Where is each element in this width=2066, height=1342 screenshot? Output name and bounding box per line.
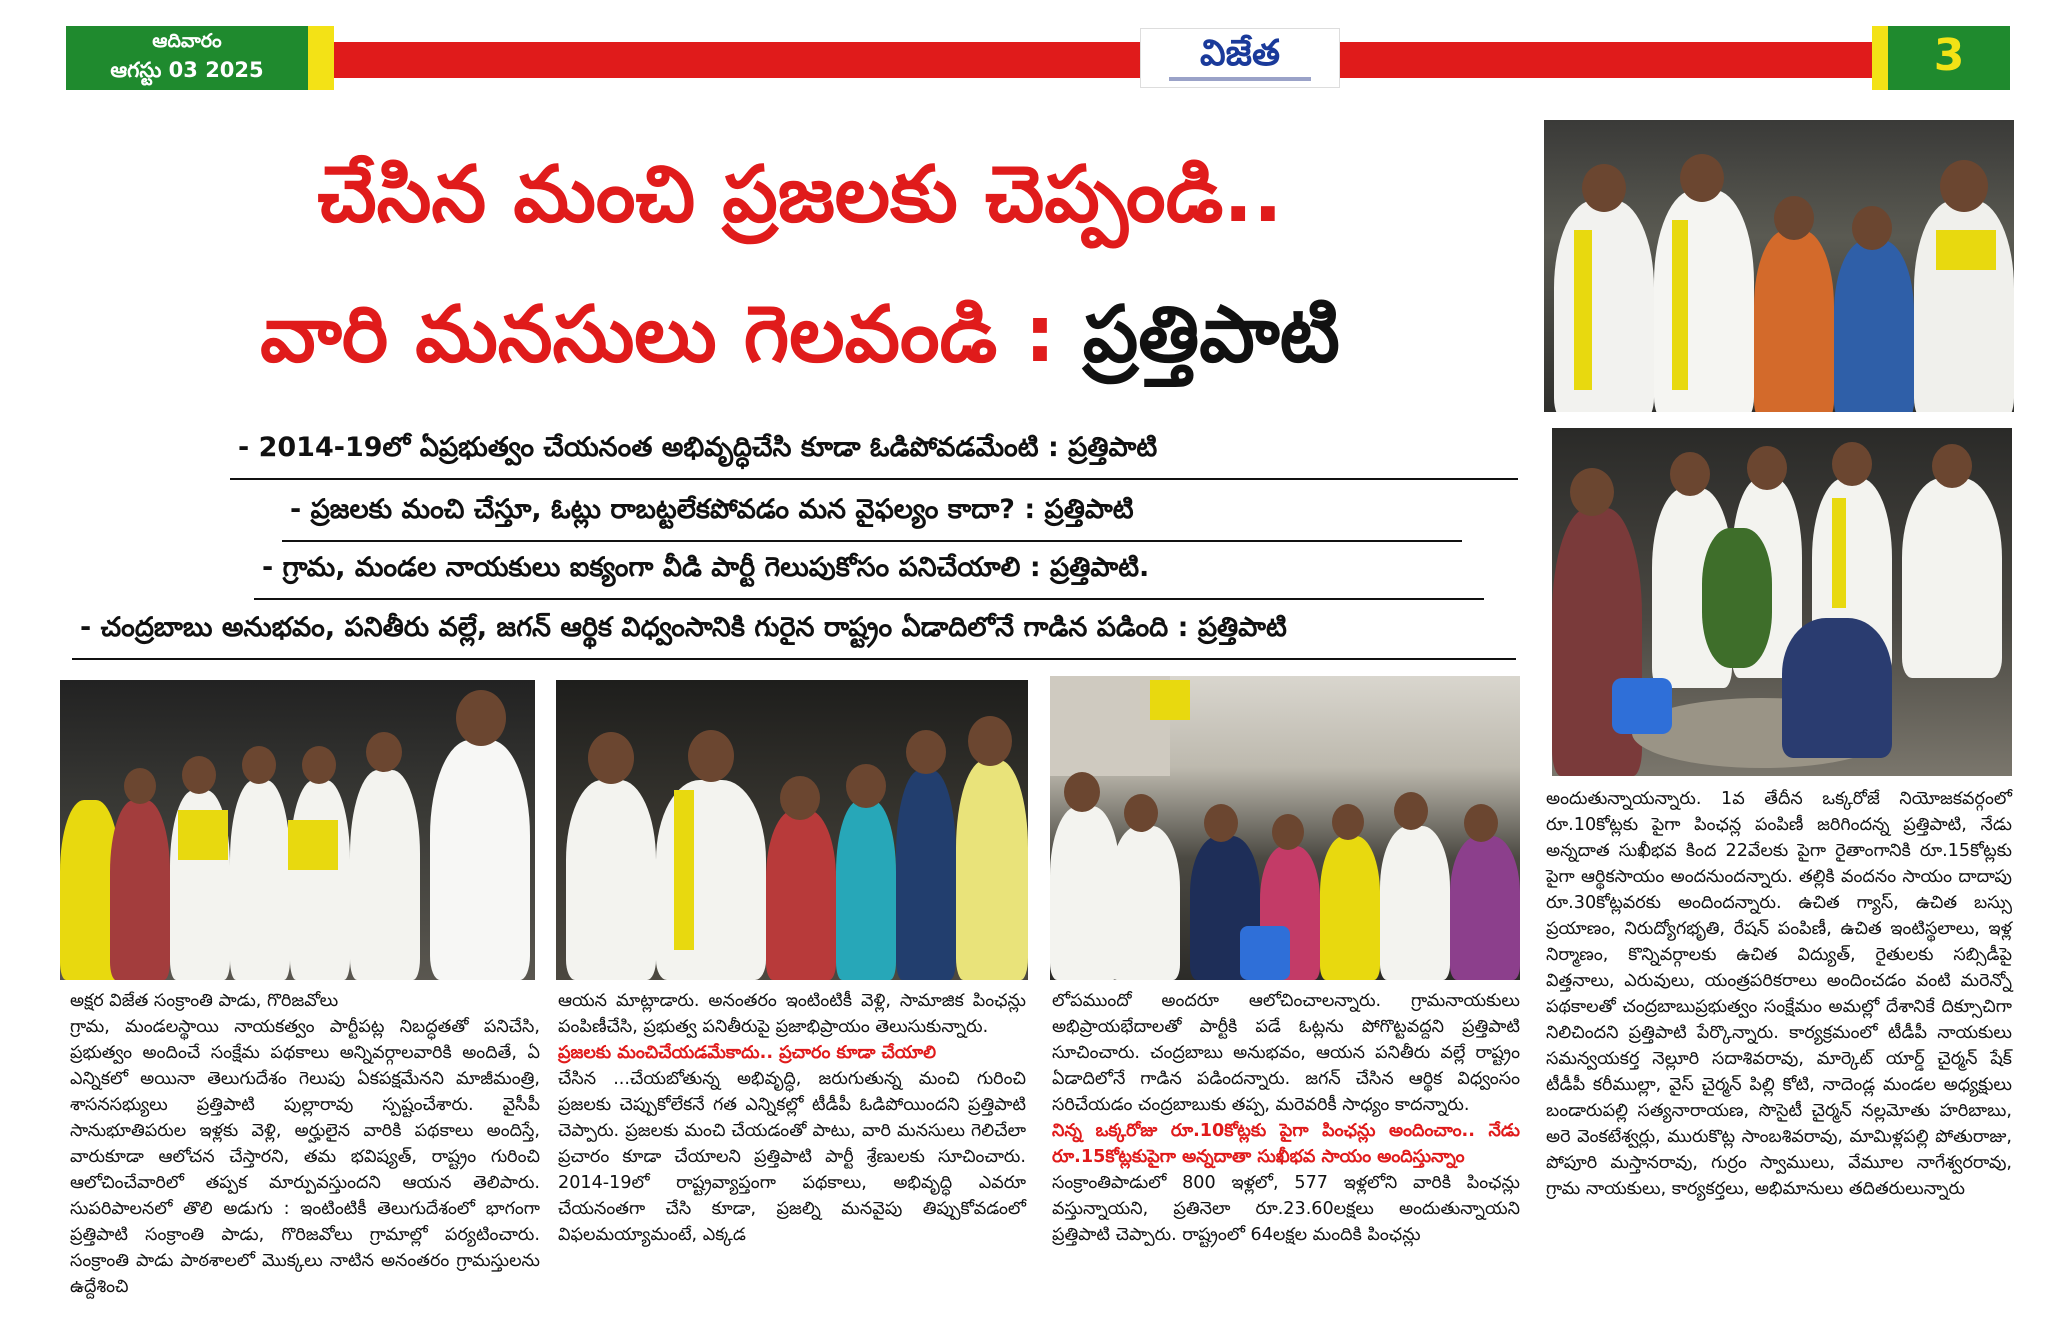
column-1-body: గ్రామ, మండలస్థాయి నాయకత్వం పార్టీపట్ల నిబద్ధతతో పనిచేసి, ప్రభుత్వం అందించే సంక్షేమ పథకాలు అన్నివర్గాలవారికి అందితే, ఏ ఎన్నికలో అయినా తెలుగుదేశం గెలుపు ఏకపక్షమేనని మాజీమంత్రి, శాసనసభ్యులు ప్రత్తిపాటి పుల్లారావు స్పష్టంచేశారు. వైసీపీ సానుభూతిపరుల ఇళ్లకు వెళ్లి, అర్హులైన వారికి పథకాలు అందిస్తే, వారుకూడా ఆలోచన చేస్తారని, తమ భవిష్యత్, రాష్ట్రం గురించి ఆలోచించేవారిలో తప్పక మార్పువస్తుందని ఆయన తెలిపారు. సుపరిపాలనలో తొలి అడుగు : ఇంటింటికీ తెలుగుదేశంలో భాగంగా ప్రత్తిపాటి సంక్రాంతి పాడు, గొరిజవోలు గ్రామాల్లో పర్యటించారు. సంక్రాంతి పాడు పాఠశాలలో మొక్కలు నాటిన అనంతరం గ్రామస్తులను ఉద్దేశించి bbox=[70, 1017, 540, 1297]
headline-name: ప్రత్తిపాటి bbox=[1082, 290, 1340, 380]
logo-text: విజేత bbox=[1200, 33, 1280, 74]
subhead-rule-4 bbox=[72, 658, 1516, 660]
article-column-3 bbox=[1052, 988, 1520, 1248]
subhead-rule-3 bbox=[254, 598, 1484, 600]
subhead-4: - చంద్రబాబు అనుభవం, పనితీరు వల్లే, జగన్ ఆర్థిక విధ్వంసానికి గురైన రాష్ట్రం ఏడాదిలోనే గాడిన పడింది : ప్రత్తిపాటి bbox=[80, 612, 1287, 643]
photo-center bbox=[556, 680, 1028, 980]
subhead-3: - గ్రామ, మండల నాయకులు ఐక్యంగా వీడి పార్టీ గెలుపుకోసం పనిచేయాలి : ప్రత్తిపాటి. bbox=[262, 552, 1150, 583]
column-3-para-1: లోపముందో అందరూ ఆలోచించాలన్నారు. గ్రామనాయకులు అభిప్రాయభేదాలతో పార్టీకి పడే ఓట్లను పోగొట్టవద్దని ప్రత్తిపాటి సూచించారు. చంద్రబాబు అనుభవం, ఆయన పనితీరు వల్లే రాష్ట్రం ఏడాదిలోనే గాడిన పడిందన్నారు. జగన్ చేసిన ఆర్థిక విధ్వంసం సరిచేయడం చంద్రబాబుకు తప్ప, మరెవరికీ సాధ్యం కాదన్నారు. bbox=[1052, 991, 1520, 1115]
subhead-1: - 2014-19లో ఏప్రభుత్వం చేయనంత అభివృద్ధిచేసి కూడా ఓడిపోవడమేంటి : ప్రత్తిపాటి bbox=[238, 432, 1158, 463]
photo-center-right bbox=[1050, 676, 1520, 980]
red-band-left bbox=[334, 42, 1206, 78]
date-label: ఆగస్టు 03 2025 bbox=[110, 58, 264, 82]
subhead-2: - ప్రజలకు మంచి చేస్తూ, ఓట్లు రాబట్టలేకపోవడం మన వైఫల్యం కాదా? : ప్రత్తిపాటి bbox=[290, 494, 1134, 525]
article-column-4 bbox=[1546, 786, 2012, 1202]
article-column-2 bbox=[558, 988, 1026, 1248]
page-number: 3 bbox=[1933, 30, 1965, 81]
page-number-box bbox=[1888, 26, 2010, 90]
yellow-stripe-left bbox=[308, 26, 334, 90]
column-2-subheading: ప్రజలకు మంచిచేయడమేకాదు.. ప్రచారం కూడా చేయాలి bbox=[558, 1043, 937, 1063]
column-3-subheading: నిన్న ఒక్కరోజు రూ.10కోట్లకు పైగా పింఛన్లు అందించాం.. నేడు రూ.15కోట్లకుపైగా అన్నదాతా సుఖీభవ సాయం అందిస్తున్నాం bbox=[1052, 1121, 1520, 1167]
article-column-1 bbox=[70, 988, 540, 1300]
newspaper-logo bbox=[1140, 28, 1340, 88]
masthead bbox=[66, 26, 2010, 90]
column-4-body: అందుతున్నాయన్నారు. 1వ తేదీన ఒక్కరోజే నియోజకవర్గంలో రూ.10కోట్లకు పైగా పింఛన్ల పంపిణీ జరిగిందన్న ప్రత్తిపాటి, నేడు అన్నదాత సుఖీభవ కింద 22వేలకు పైగా రైతాంగానికి రూ.15కోట్లకు పైగా ఆర్థికసాయం అందనుందన్నారు. తల్లికి వందనం సాయం దాదాపు రూ.30కోట్లవరకు అందిందన్నారు. ఉచిత గ్యాస్, ఉచిత బస్సు ప్రయాణం, నిరుద్యోగభృతి, రేషన్ పంపిణీ, ఉచిత ఇంటిస్థలాలు, ఇళ్ల నిర్మాణం, కొన్నివర్గాలకు ఉచిత విద్యుత్, రైతులకు సబ్సిడీపై విత్తనాలు, ఎరువులు, యంత్రపరికరాలు అందించడం వంటి మరెన్నో పథకాలతో చంద్రబాబుప్రభుత్వం సంక్షేమం అమల్లో దేశానికే దిక్సూచిగా నిలిచిందని ప్రత్తిపాటి పేర్కొన్నారు. కార్యక్రమంలో టీడీపీ నాయకులు సమన్వయకర్త నెల్లూరి సదాశివరావు, మార్కెట్ యార్డ్ చైర్మన్ షేక్ టీడీపీ కరీముల్లా, వైస్ చైర్మన్ పిల్లి కోటి, నాదెండ్ల మండల అధ్యక్షులు బండారుపల్లి సత్యనారాయణ, సొసైటీ చైర్మన్ నల్లమోతు హరిబాబు, అరె వెంకటేశ్వర్లు, మురుకొట్ల సాంబశివరావు, మామిళ్లపల్లి పోతురాజు, పోపూరి మస్తానరావు, గుర్రం స్వాములు, వేమూల నాగేశ్వరరావు, గ్రామ నాయకులు, కార్యకర్తలు, అభిమానులు తదితరులున్నారు bbox=[1546, 789, 2012, 1199]
column-3-para-2: సంక్రాంతిపాడులో 800 ఇళ్లలో, 577 ఇళ్లలోని వారికి పింఛన్లు వస్తున్నాయని, ప్రతినెలా రూ.23.60లక్షలు అందుతున్నాయని ప్రత్తిపాటి చెప్పారు. రాష్ట్రంలో 64లక్షల మందికి పింఛన్లు bbox=[1052, 1173, 1520, 1245]
headline-line-1: చేసిన మంచి ప్రజలకు చెప్పండి.. bbox=[317, 150, 1283, 240]
headline-line-2 bbox=[70, 290, 1530, 399]
date-box bbox=[66, 26, 308, 90]
subhead-rule-2 bbox=[282, 540, 1462, 542]
photo-right-top bbox=[1544, 120, 2014, 412]
logo-tagline-strip bbox=[1169, 77, 1311, 81]
headline-line-2-main: వారి మనసులు గెలవండి : bbox=[260, 290, 1083, 380]
day-label: ఆదివారం bbox=[152, 30, 222, 52]
photo-left bbox=[60, 680, 535, 980]
subhead-rule-1 bbox=[230, 478, 1518, 480]
column-1-dateline: అక్షర విజేత సంక్రాంతి పాడు, గొరిజవోలు bbox=[70, 991, 339, 1011]
red-band-right bbox=[1324, 42, 1872, 78]
column-2-para-1: ఆయన మాట్లాడారు. అనంతరం ఇంటింటికీ వెళ్లి, సామాజిక పింఛన్లు పంపిణీచేసి, ప్రభుత్వ పనితీరుపై ప్రజాభిప్రాయం తెలుసుకున్నారు. bbox=[558, 991, 1026, 1037]
yellow-stripe-right bbox=[1872, 26, 1888, 90]
column-2-para-2: చేసిన ...చేయబోతున్న అభివృద్ధి, జరుగుతున్న మంచి గురించి ప్రజలకు చెప్పుకోలేకనే గత ఎన్నికల్లో టీడీపీ ఓడిపోయిందని ప్రత్తిపాటి చెప్పారు. ప్రజలకు మంచి చేయడంతో పాటు, వారి మనసులు గెలిచేలా ప్రచారం కూడా చేయాలని ప్రత్తిపాటి పార్టీ శ్రేణులకు సూచించారు. 2014-19లో రాష్ట్రవ్యాప్తంగా పథకాలు, అభివృద్ధి ఎవరూ చేయనంతగా చేసి కూడా, ప్రజల్ని మనవైపు తిప్పుకోవడంలో విఫలమయ్యామంటే, ఎక్కడ bbox=[558, 1069, 1026, 1245]
photo-right-middle bbox=[1552, 428, 2012, 776]
